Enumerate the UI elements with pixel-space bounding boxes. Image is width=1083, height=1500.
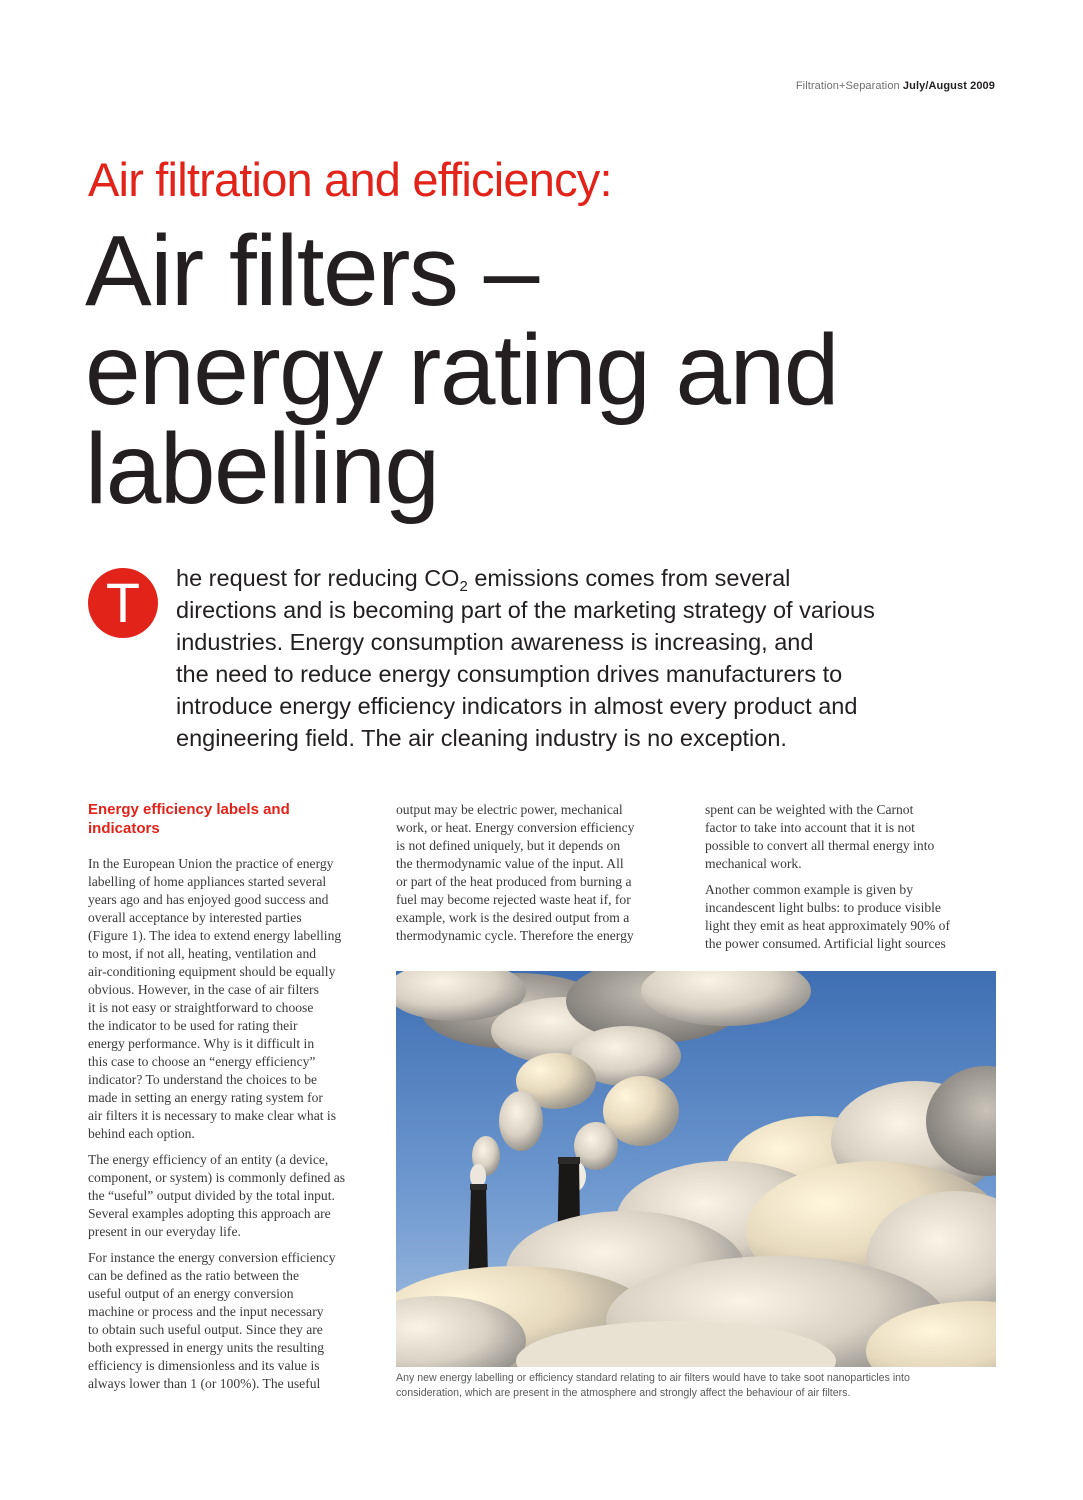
co2-subscript: 2 xyxy=(459,578,468,595)
text-line: overall acceptance by interested parties xyxy=(88,910,302,925)
body-column-3 xyxy=(705,801,995,961)
drop-cap: T xyxy=(88,568,158,638)
text-line: Several examples adopting this approach are xyxy=(88,1206,331,1221)
text-line: it is not easy or straightforward to choose xyxy=(88,1000,314,1015)
text-line: this case to choose an “energy efficiency” xyxy=(88,1054,316,1069)
standfirst-text: emissions comes from several xyxy=(467,565,791,591)
text-line: obvious. However, in the case of air filters xyxy=(88,982,319,997)
text-line: mechanical work. xyxy=(705,856,802,871)
text-line: For instance the energy conversion efficiency xyxy=(88,1250,336,1265)
text-line: behind each option. xyxy=(88,1126,195,1141)
text-line: years ago and has enjoyed good success and xyxy=(88,892,329,907)
headline-line: Air filters – xyxy=(85,215,538,327)
caption-line: consideration, which are present in the atmosphere and strongly affect the behaviour of air filters. xyxy=(396,1387,851,1399)
paragraph xyxy=(88,1151,378,1241)
article-headline xyxy=(85,215,1045,525)
text-line: air filters it is necessary to make clear what is xyxy=(88,1108,336,1123)
text-line: to most, if not all, heating, ventilation and xyxy=(88,946,317,961)
smokestacks-photo xyxy=(396,971,996,1367)
text-line: is not defined uniquely, but it depends on xyxy=(396,838,621,853)
article-kicker: Air filtration and efficiency: xyxy=(88,153,612,206)
text-line: spent can be weighted with the Carnot xyxy=(705,802,914,817)
text-line: The energy efficiency of an entity (a device, xyxy=(88,1152,329,1167)
text-line: light they emit as heat approximately 90% of xyxy=(705,918,950,933)
text-line: machine or process and the input necessary xyxy=(88,1304,324,1319)
text-line: the power consumed. Artificial light sources xyxy=(705,936,946,951)
text-line: to obtain such useful output. Since they are xyxy=(88,1322,323,1337)
standfirst-line: introduce energy efficiency indicators in almost every product and xyxy=(176,693,858,719)
text-line: In the European Union the practice of energy xyxy=(88,856,334,871)
text-line: air-conditioning equipment should be equally xyxy=(88,964,336,979)
body-column-2 xyxy=(396,801,686,953)
standfirst-text: he request for reducing CO xyxy=(176,565,460,591)
text-line: always lower than 1 (or 100%). The useful xyxy=(88,1376,321,1391)
caption-line: Any new energy labelling or efficiency standard relating to air filters would have to take soot nanoparticles into xyxy=(396,1372,910,1384)
body-column-1 xyxy=(88,800,378,1401)
paragraph xyxy=(88,855,378,1143)
text-line: the “useful” output divided by the total input. xyxy=(88,1188,335,1203)
text-line: labelling of home appliances started several xyxy=(88,874,327,889)
photo-illustration xyxy=(396,971,996,1367)
text-line: thermodynamic cycle. Therefore the energy xyxy=(396,928,634,943)
text-line: the thermodynamic value of the input. All xyxy=(396,856,624,871)
text-line: output may be electric power, mechanical xyxy=(396,802,623,817)
text-line: the indicator to be used for rating their xyxy=(88,1018,298,1033)
section-heading xyxy=(88,800,378,838)
paragraph xyxy=(705,801,995,873)
standfirst-line: industries. Energy consumption awareness is increasing, and xyxy=(176,629,814,655)
standfirst-line: the need to reduce energy consumption drives manufacturers to xyxy=(176,661,843,687)
paragraph xyxy=(88,1249,378,1393)
text-line: fuel may become rejected waste heat if, for xyxy=(396,892,631,907)
text-line: possible to convert all thermal energy into xyxy=(705,838,935,853)
section-heading-line: Energy efficiency labels and xyxy=(88,801,290,818)
paragraph xyxy=(396,801,686,945)
text-line: (Figure 1). The idea to extend energy labelling xyxy=(88,928,342,943)
publication-name: Filtration+Separation xyxy=(795,80,900,92)
text-line: made in setting an energy rating system for xyxy=(88,1090,323,1105)
photo-caption xyxy=(396,1371,1006,1401)
text-line: work, or heat. Energy conversion efficiency xyxy=(396,820,635,835)
headline-line: labelling xyxy=(85,413,439,525)
text-line: indicator? To understand the choices to be xyxy=(88,1072,318,1087)
text-line: or part of the heat produced from burning a xyxy=(396,874,632,889)
text-line: present in our everyday life. xyxy=(88,1224,241,1239)
standfirst-line: directions and is becoming part of the marketing strategy of various xyxy=(176,597,875,623)
standfirst-line xyxy=(176,562,1016,594)
paragraph xyxy=(705,881,995,953)
text-line: factor to take into account that it is not xyxy=(705,820,915,835)
text-line: Another common example is given by xyxy=(705,882,914,897)
text-line: efficiency is dimensionless and its value is xyxy=(88,1358,320,1373)
headline-line: energy rating and xyxy=(85,314,838,426)
standfirst-line: engineering field. The air cleaning industry is no exception. xyxy=(176,725,787,751)
standfirst xyxy=(176,562,1016,754)
text-line: example, work is the desired output from a xyxy=(396,910,630,925)
text-line: incandescent light bulbs: to produce visible xyxy=(705,900,941,915)
text-line: can be defined as the ratio between the xyxy=(88,1268,299,1283)
section-heading-line: indicators xyxy=(88,820,160,837)
text-line: energy performance. Why is it difficult in xyxy=(88,1036,315,1051)
running-head xyxy=(796,80,995,92)
text-line: useful output of an energy conversion xyxy=(88,1286,294,1301)
text-line: component, or system) is commonly defined as xyxy=(88,1170,346,1185)
issue-date: July/August 2009 xyxy=(902,80,995,92)
text-line: both expressed in energy units the resulting xyxy=(88,1340,325,1355)
